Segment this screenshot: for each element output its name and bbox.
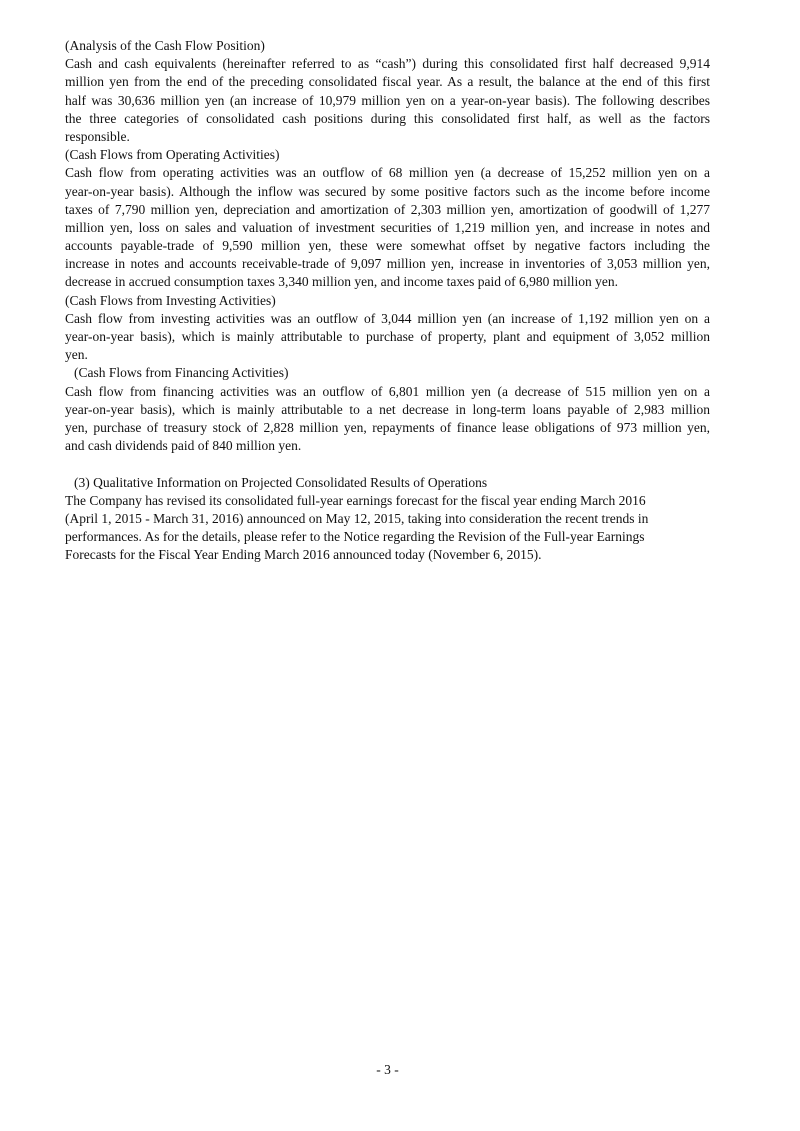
section-heading: (Cash Flows from Investing Activities): [65, 292, 276, 308]
paragraph-line: year-on-year basis). Although the inflow was secured by some positive factors such as the income before income: [65, 183, 710, 199]
paragraph-line: Forecasts for the Fiscal Year Ending March 2016 announced today (November 6, 2015).: [65, 547, 542, 563]
paragraph-line: Cash flow from financing activities was an outflow of 6,801 million yen (a decrease of 515 million yen on a: [65, 383, 710, 399]
paragraph-line: million yen from the end of the preceding consolidated fiscal year. As a result, the balance at the end of this first: [65, 74, 710, 90]
section-heading: (Cash Flows from Operating Activities): [65, 147, 280, 163]
paragraph-line: (April 1, 2015 - March 31, 2016) announced on May 12, 2015, taking into consideration the recent trends in: [65, 510, 649, 526]
paragraph-line: the three categories of consolidated cash positions during this consolidated first half, as well as the factors: [65, 110, 710, 126]
paragraph-line: year-on-year basis), which is mainly attributable to purchase of property, plant and equipment of 3,052 million: [65, 329, 710, 344]
paragraph-line: The Company has revised its consolidated full-year earnings forecast for the fiscal year ending March 2016: [65, 492, 646, 508]
paragraph-line: responsible.: [65, 128, 130, 144]
paragraph-line: Cash flow from investing activities was an outflow of 3,044 million yen (an increase of 1,192 million yen on a: [65, 310, 710, 326]
blank-line: [65, 455, 710, 473]
section-heading: (Analysis of the Cash Flow Position): [65, 38, 265, 53]
paragraph-line: half was 30,636 million yen (an increase of 10,979 million yen on a year-on-year basis). The following describes: [65, 92, 710, 108]
paragraph-line: year-on-year basis), which is mainly attributable to a net decrease in long-term loans payable of 2,983 million: [65, 401, 710, 417]
paragraph-line: million yen, loss on sales and valuation of investment securities of 1,219 million yen, and increase in notes and: [65, 219, 710, 235]
paragraph-line: and cash dividends paid of 840 million yen.: [65, 438, 302, 454]
paragraph-line: performances. As for the details, please refer to the Notice regarding the Revision of the Full-year Earnings: [65, 529, 645, 545]
paragraph-line: taxes of 7,790 million yen, depreciation and amortization of 2,303 million yen, amortization of goodwill of 1,277: [65, 201, 710, 217]
paragraph-line: decrease in accrued consumption taxes 3,340 million yen, and income taxes paid of 6,980 million yen.: [65, 274, 618, 290]
paragraph-line: yen, purchase of treasury stock of 2,828 million yen, repayments of finance lease obligations of 973 million yen,: [65, 419, 710, 435]
document-body: [65, 37, 710, 564]
section-heading: (Cash Flows from Financing Activities): [74, 365, 289, 381]
paragraph-line: accounts payable-trade of 9,590 million yen, these were somewhat offset by negative factors including the: [65, 238, 710, 254]
page-number: - 3 -: [376, 1062, 399, 1077]
section-heading: (3) Qualitative Information on Projected Consolidated Results of Operations: [74, 474, 488, 490]
paragraph-line: Cash and cash equivalents (hereinafter referred to as “cash”) during this consolidated first half decreased 9,914: [65, 56, 710, 72]
paragraph-line: increase in notes and accounts receivable-trade of 9,097 million yen, increase in inventories of 3,053 million yen,: [65, 256, 710, 272]
paragraph-line: yen.: [65, 347, 88, 363]
paragraph-line: Cash flow from operating activities was an outflow of 68 million yen (a decrease of 15,252 million yen on a: [65, 165, 710, 181]
